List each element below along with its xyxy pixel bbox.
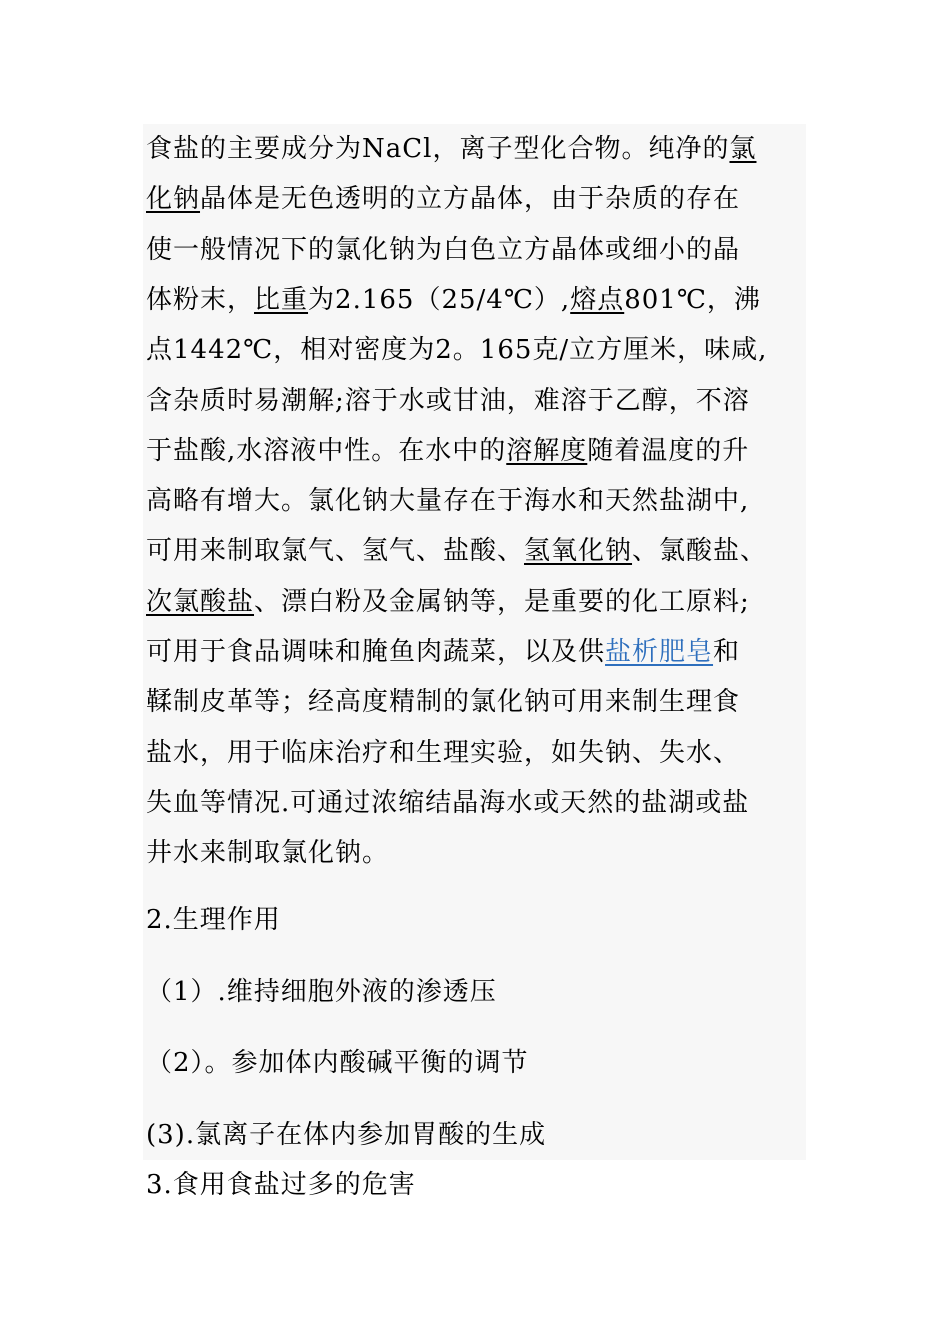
paragraph-line [146, 785, 749, 821]
text-segment: 使一般情况下的氯化钠为白色立方晶体或细小的晶 [146, 235, 741, 265]
text-segment: 随着温度的升 [587, 436, 750, 466]
text-segment: 鞣制皮革等；经高度精制的氯化钠可用来制生理食 [146, 687, 741, 717]
list-item-osmotic-pressure: （1）.维持细胞外液的渗透压 [146, 977, 497, 1007]
underlined-term: 次氯酸盐 [146, 587, 255, 617]
paragraph-line [146, 684, 740, 720]
text-segment: 晶体是无色透明的立方晶体，由于杂质的存在 [200, 184, 741, 214]
text-segment: 盐水，用于临床治疗和生理实验，如失钠、失水、 [146, 738, 741, 768]
paragraph-line [146, 433, 749, 469]
paragraph-line [146, 735, 740, 771]
paragraph-line [146, 634, 740, 670]
text-segment: 可用于食品调味和腌鱼肉蔬菜，以及供 [146, 637, 606, 667]
underlined-term: 氢氧化钠 [524, 536, 633, 566]
underlined-term: 溶解度 [506, 436, 588, 466]
text-segment: 和 [713, 637, 741, 667]
underlined-term: 氯 [729, 134, 757, 164]
text-segment: 为2.165（25/4℃）, [308, 285, 571, 315]
text-segment: 含杂质时易潮解;溶于水或甘油，难溶于乙醇，不溶 [146, 386, 750, 416]
paragraph-line [146, 835, 389, 871]
section-heading-physiology: 2.生理作用 [146, 905, 281, 935]
text-segment: 食盐的主要成分为NaCl，离子型化合物。纯净的 [146, 134, 730, 164]
paragraph-line [146, 232, 740, 268]
list-item-acid-base: （2）。参加体内酸碱平衡的调节 [146, 1048, 529, 1078]
paragraph-line [146, 383, 750, 419]
text-segment: 、漂白粉及金属钠等，是重要的化工原料; [254, 587, 750, 617]
underlined-term: 比重 [254, 285, 309, 315]
paragraph-line [146, 181, 740, 217]
paragraph-line [146, 533, 767, 569]
paragraph-line [146, 282, 761, 318]
text-segment: 、氯酸盐、 [632, 536, 768, 566]
paragraph-line [146, 332, 767, 368]
underlined-term: 熔点 [570, 285, 625, 315]
paragraph-line [146, 483, 749, 519]
text-segment: 体粉末， [146, 285, 255, 315]
text-segment: 801℃，沸 [624, 285, 761, 315]
text-segment: 高略有增大。氯化钠大量存在于海水和天然盐湖中, [146, 486, 750, 516]
list-item-gastric-acid: (3).氯离子在体内参加胃酸的生成 [146, 1120, 547, 1150]
paragraph-line [146, 584, 750, 620]
text-segment: 点1442℃，相对密度为2。165克/立方厘米，味咸, [146, 335, 768, 365]
hyperlink-salting-out-soap[interactable]: 盐析肥皂 [605, 637, 714, 667]
section-heading-excess-salt: 3.食用食盐过多的危害 [146, 1170, 416, 1200]
text-segment: 失血等情况.可通过浓缩结晶海水或天然的盐湖或盐 [146, 788, 750, 818]
underlined-term: 化钠 [146, 184, 201, 214]
paragraph-line [146, 131, 756, 167]
text-segment: 可用来制取氯气、氢气、盐酸、 [146, 536, 525, 566]
text-segment: 于盐酸,水溶液中性。在水中的 [146, 436, 507, 466]
text-segment: 井水来制取氯化钠。 [146, 838, 390, 868]
